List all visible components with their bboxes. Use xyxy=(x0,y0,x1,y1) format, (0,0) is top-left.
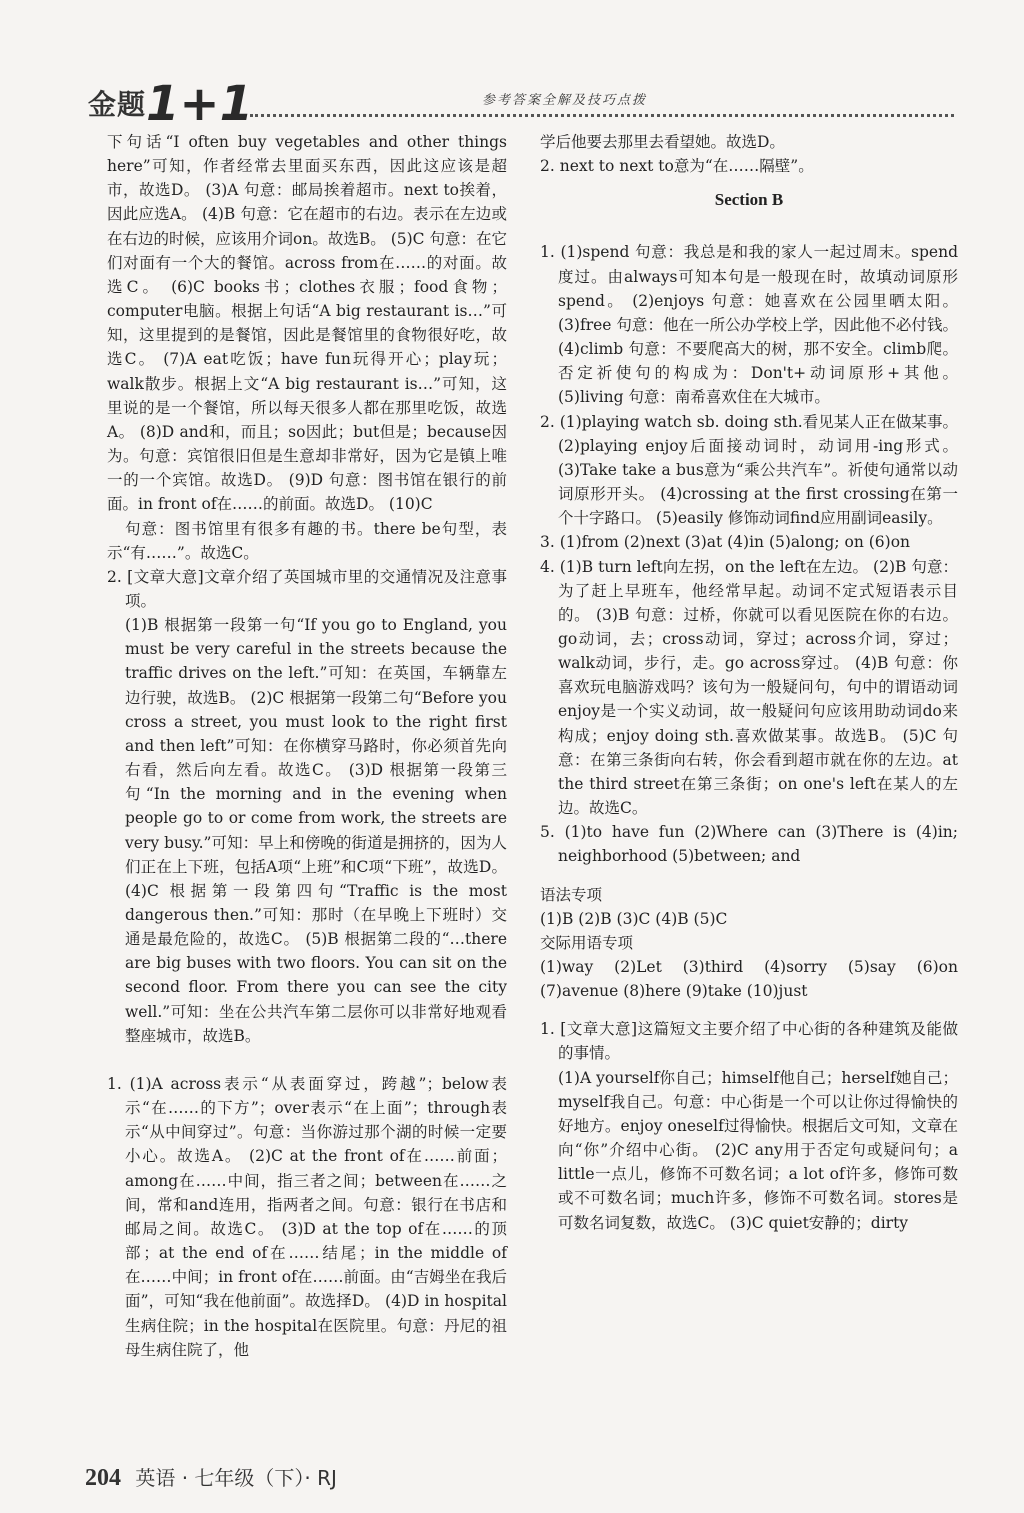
answer-paragraph: (1)A yourself你自己；himself他自己；herself她自己；myself我自己。句意：中心街是一个可以让你过得愉快的好地方。enjoy oneself过得愉快。根据后文可知，文章在向“你”介绍中心街。 (2)C any用于否定句或疑问句；a little一点儿，修饰不可数名词；a lot of许多，修饰可数或不可数名词；much许多，修饰不可数名词。stores是可数名词复数，故选C。 (3)C quiet安静的；dirty xyxy=(558,1068,958,1232)
communication-title: 交际用语专项 xyxy=(540,933,634,952)
answer-paragraph: 1. (1)A across表示“从表面穿过，跨越”；below表示“在……的下方”；over表示“在上面”；through表示“从中间穿过”。句意：当你游过那个湖的时候一定要小心。故选A。 (2)C at the front of在……前面；among在……中间，指三者之间；between在……之间，常和and连用，指两者之间。句意：银行在书店和邮局之间。故选C。 (3)D at the top of在……的顶部；at the end of在……结尾；in the middle of在……中间；in front of在……前面。由“吉姆坐在我后面”，可知“我在他前面”。故选择D。 (4)D in hospital生病住院；in the hospital在医院里。句意：丹尼的祖母生病住院了，他 xyxy=(107,1074,507,1359)
answer-paragraph: 3. (1)from (2)next (3)at (4)in (5)along; on (6)on xyxy=(540,533,911,552)
question-intro: 2. [文章大意]文章介绍了英国城市里的交通情况及注意事项。 xyxy=(107,567,507,610)
grammar-answers: (1)B (2)B (3)C (4)B (5)C xyxy=(540,909,728,928)
section-title: Section B xyxy=(714,190,784,210)
answer-paragraph: 句意：图书馆里有很多有趣的书。there be句型，表示“有……”。故选C。 xyxy=(107,519,507,562)
section-gap xyxy=(107,1048,507,1072)
page-header xyxy=(0,0,1024,130)
header-divider xyxy=(250,114,954,117)
page-footer xyxy=(85,1462,337,1492)
section-gap xyxy=(540,869,958,883)
section-gap xyxy=(540,226,958,240)
logo-number: 1+1 xyxy=(146,76,254,132)
answer-paragraph: (1)B 根据第一段第一句“If you go to England, you must be very careful in the streets because the traffic drives on the left.”可知：在英国，车辆靠左边行驶，故选B。 (2)C 根据第一段第二句“Before you cross a street, you must look to the right first and then left”可知：在你横穿马路时，你必须首先向右看，然后向左看。故选C。 (3)D 根据第一段第三句“In the morning and in the evening when people go to or come from work, the streets are very busy.”可知：早上和傍晚的街道是拥挤的，因为人们正在上下班，包括A项“上班”和C项“下班”，故选D。 (4)C 根据第一段第四句“Traffic is the most dangerous then.”可知：那时（在早晚上下班时）交通是最危险的，故选C。 (5)B 根据第二段的“…there are big buses with two floors. You can sit on the second floor. From there you can see the city well.”可知：坐在公共汽车第二层你可以非常好地观看整座城市，故选B。 xyxy=(125,616,507,1045)
header-subtitle: 参考答案全解及技巧点拨 xyxy=(482,93,648,108)
book-info: 英语 · 七年级（下）· RJ xyxy=(135,1466,337,1490)
answer-paragraph: 2. (1)playing watch sb. doing sth.看见某人正在做某事。 (2)playing enjoy后面接动词时，动词用-ing形式。 (3)Take take a bus意为“乘公共汽车”。祈使句通常以动词原形开头。 (4)crossing at the first crossing在第一个十字路口。 (5)easily 修饰动词find应用副词easily。 xyxy=(540,412,958,528)
answer-paragraph: 2. next to next to意为“在……隔壁”。 xyxy=(540,157,814,176)
book-logo xyxy=(88,70,254,132)
answer-paragraph: 4. (1)B turn left向左拐，on the left在左边。 (2)B 句意：为了赶上早班车，他经常早起。动词不定式短语表示目的。 (3)B 句意：过桥，你就可以看见医院在你的右边。go动词，去；cross动词，穿过；across介词，穿过；walk动词，步行，走。go across穿过。 (4)B 句意：你喜欢玩电脑游戏吗？该句为一般疑问句，句中的谓语动词enjoy是一个实义动词，故一般疑问句应该用助动词do来构成；enjoy doing sth.喜欢做某事。故选B。 (5)C 句意：在第三条街向右转，你会看到超市就在你的左边。at the third street在第三条街；on one's left在某人的左边。故选C。 xyxy=(540,557,958,818)
answer-paragraph: 学后他要去那里去看望她。故选D。 xyxy=(540,133,785,151)
section-gap xyxy=(540,1003,958,1017)
question-intro: 1. [文章大意]这篇短文主要介绍了中心街的各种建筑及能做的事情。 xyxy=(540,1020,958,1063)
logo-text: 金题 xyxy=(88,88,147,121)
answer-paragraph: 5. (1)to have fun (2)Where can (3)There is (4)in; neighborhood (5)between; and xyxy=(540,823,958,866)
communication-answers: (1)way (2)Let (3)third (4)sorry (5)say (6)on (7)avenue (8)here (9)take (10)just xyxy=(540,958,958,1001)
page-number: 204 xyxy=(85,1465,121,1491)
grammar-title: 语法专项 xyxy=(540,885,603,904)
right-column xyxy=(540,130,958,1235)
left-column xyxy=(107,130,507,1362)
answer-paragraph: 1. (1)spend 句意：我总是和我的家人一起过周末。spend度过。由always可知本句是一般现在时，故填动词原形spend。 (2)enjoys 句意：她喜欢在公园里晒太阳。 (3)free 句意：他在一所公办学校上学，因此他不必付钱。 (4)climb 句意：不要爬高大的树，那不安全。climb爬。否定祈使句的构成为：Don't+动词原形+其他。 (5)living 句意：南希喜欢住在大城市。 xyxy=(540,243,958,407)
answer-paragraph: 下句话“I often buy vegetables and other things here”可知，作者经常去里面买东西，因此这应该是超市，故选D。 (3)A 句意：邮局挨着超市。next to挨着，因此应选A。 (4)B 句意：它在超市的右边。表示在左边或在右边的时候，应该用介词on。故选B。 (5)C 句意：在它们对面有一个大的餐馆。across from在……的对面。故选C。 (6)C books书；clothes衣服；food食物；computer电脑。根据上句话“A big restaurant is…”可知，这里提到的是餐馆，因此是餐馆里的食物很好吃，故选C。 (7)A eat吃饭；have fun玩得开心；play玩；walk散步。根据上文“A big restaurant is…”可知，这里说的是一个餐馆，所以每天很多人都在那里吃饭，故选A。 (8)D and和，而且；so因此；but但是；because因为。句意：宾馆很旧但是生意却非常好，因为它是镇上唯一的一个宾馆。故选D。 (9)D 句意：图书馆在银行的前面。in front of在……的前面。故选D。 (10)C xyxy=(107,133,507,514)
